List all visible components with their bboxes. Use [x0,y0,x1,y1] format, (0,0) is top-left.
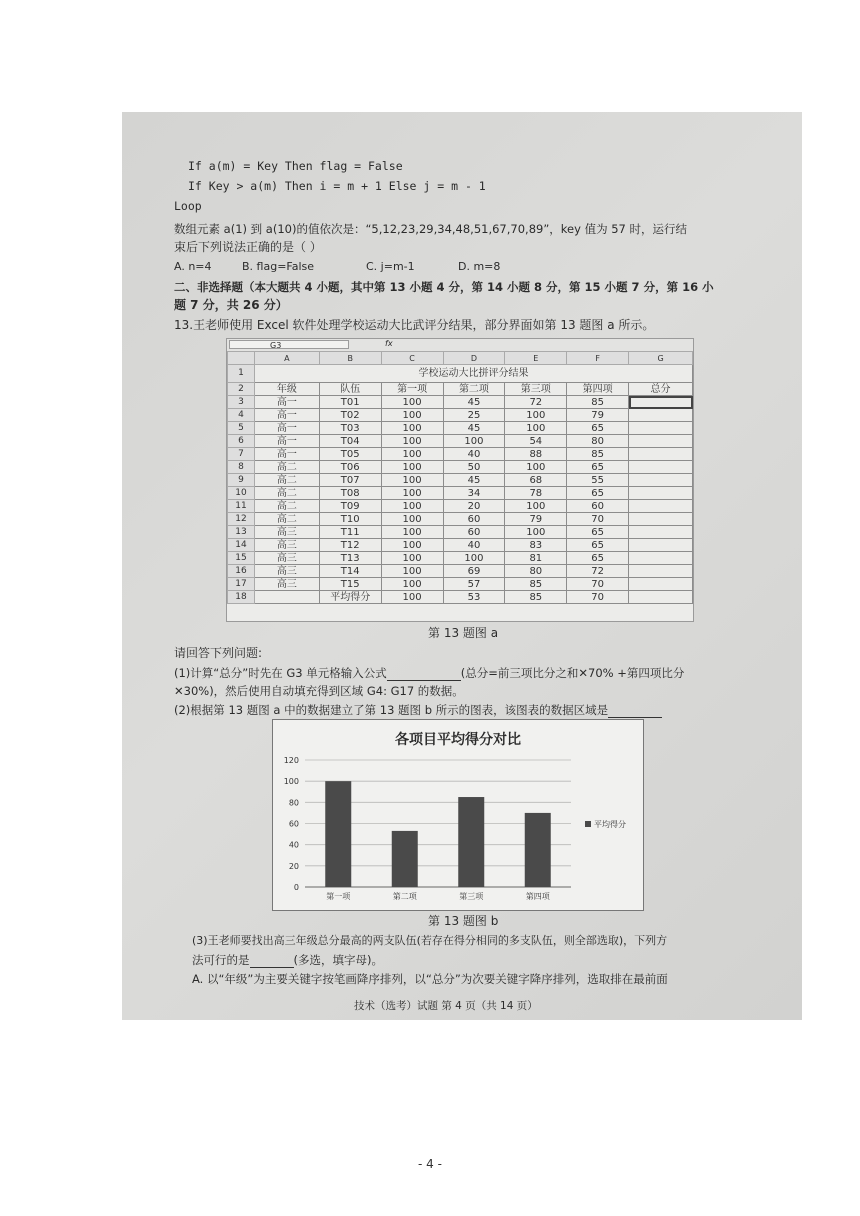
table-cell: T05 [319,448,381,461]
table-cell: T07 [319,474,381,487]
y-tick-label: 40 [288,840,299,850]
section-2-heading-1: 二、非选择题（本大题共 4 小题，其中第 13 小题 4 分，第 14 小题 8 分，第 15 小题 7 分，第 16 小 [174,280,714,294]
column-header: C [381,352,443,365]
table-cell: 65 [567,422,629,435]
table-cell: 高三 [254,578,319,591]
table-cell: 100 [381,435,443,448]
row-number: 2 [228,383,255,396]
row-number: 7 [228,448,255,461]
table-cell [629,500,693,513]
table-cell: 高一 [254,409,319,422]
table-cell: 60 [443,526,505,539]
table-cell: 高二 [254,487,319,500]
table-cell: T04 [319,435,381,448]
q12-option-d: D. m=8 [458,260,501,273]
row-number: 11 [228,500,255,513]
table-cell [629,539,693,552]
table-cell: T01 [319,396,381,409]
sheet-title: 学校运动大比拼评分结果 [254,365,692,383]
answer-blank-2[interactable] [608,705,662,718]
table-cell: 34 [443,487,505,500]
table-cell: 69 [443,565,505,578]
y-tick-label: 20 [288,861,299,871]
table-cell: 100 [505,409,567,422]
table-cell: T10 [319,513,381,526]
table-row [228,552,693,565]
table-cell: 60 [567,500,629,513]
q13-part-2-text: (2)根据第 13 题图 a 中的数据建立了第 13 题图 b 所示的图表，该图表的数据区域是 [174,703,609,717]
table-cell: 85 [567,448,629,461]
table-cell: 100 [381,500,443,513]
table-row [228,526,693,539]
table-cell: T06 [319,461,381,474]
table-cell [629,487,693,500]
y-tick-label: 120 [283,756,299,765]
table-row [228,487,693,500]
q13-part-1-text-a: (1)计算“总分”时先在 G3 单元格输入公式 [174,666,387,680]
table-cell: 70 [567,578,629,591]
table-row [228,422,693,435]
selected-cell-g3[interactable] [629,396,693,409]
x-tick-label: 第三项 [459,892,484,901]
table-cell: 100 [381,552,443,565]
code-line-2: If Key > a(m) Then i = m + 1 Else j = m - 1 [188,179,486,193]
table-row [228,578,693,591]
header-cell: 第三项 [505,383,567,396]
row-number: 18 [228,591,255,604]
column-header: A [254,352,319,365]
q12-stem-1: 数组元素 a(1) 到 a(10)的值依次是：“5,12,23,29,34,48,51,67,70,89”，key 值为 57 时，运行结 [174,222,688,236]
chart-figure [272,719,644,911]
table-cell [629,448,693,461]
bar-4 [525,813,551,887]
table-cell [629,565,693,578]
table-cell: 100 [381,474,443,487]
row-number: 8 [228,461,255,474]
answer-blank-3[interactable] [250,955,294,968]
q13-part-3-line-1: (3)王老师要找出高三年级总分最高的两支队伍(若存在得分相同的多支队伍，则全部选取)，下列方 [192,934,668,947]
q12-option-b: B. flag=False [242,260,315,273]
table-cell: 100 [381,409,443,422]
row-number: 3 [228,396,255,409]
table-cell: 85 [505,591,567,604]
row-number: 12 [228,513,255,526]
table-cell: 100 [381,565,443,578]
row-number: 5 [228,422,255,435]
table-cell: 平均得分 [319,591,381,604]
y-tick-label: 100 [283,777,299,787]
x-tick-label: 第四项 [525,892,550,901]
table-cell [629,526,693,539]
column-header [228,352,255,365]
x-tick-label: 第一项 [326,892,351,901]
table-cell: T03 [319,422,381,435]
table-cell: 65 [567,552,629,565]
table-cell: 100 [381,448,443,461]
table-cell: 60 [443,513,505,526]
table-cell: 80 [567,435,629,448]
table-cell: 高一 [254,422,319,435]
table-row [228,435,693,448]
table-cell: 53 [443,591,505,604]
table-cell: 72 [505,396,567,409]
table-cell [629,474,693,487]
row-number: 6 [228,435,255,448]
table-cell: 高一 [254,396,319,409]
spreadsheet-grid [227,351,693,604]
table-cell: 68 [505,474,567,487]
column-header: F [567,352,629,365]
q13-part-2-line [174,702,662,718]
table-cell [254,591,319,604]
table-cell: 65 [567,487,629,500]
table-cell: 100 [505,461,567,474]
table-cell: T11 [319,526,381,539]
table-cell: 65 [567,461,629,474]
header-cell: 总分 [629,383,693,396]
header-cell: 年级 [254,383,319,396]
table-cell: 40 [443,539,505,552]
table-cell: 100 [381,461,443,474]
table-cell: 25 [443,409,505,422]
q13-part-3-option-a: A. 以“年级”为主要关键字按笔画降序排列，以“总分”为次要关键字降序排列，选取排在最前面 [192,972,668,986]
table-cell: 70 [567,513,629,526]
figure-caption-b: 第 13 题图 b [428,914,499,928]
table-cell: 81 [505,552,567,565]
table-cell [629,435,693,448]
name-box: G3 [229,340,349,349]
table-cell: 100 [505,526,567,539]
row-number: 17 [228,578,255,591]
exam-page-photo [122,112,802,1020]
table-cell: 45 [443,422,505,435]
q13-part-1-text-b: (总分=前三项比分之和✕70% +第四项比分 [460,666,685,680]
table-row [228,409,693,422]
table-cell: 高三 [254,552,319,565]
q12-option-c: C. j=m-1 [366,260,415,273]
row-number: 9 [228,474,255,487]
row-number: 13 [228,526,255,539]
table-cell [629,578,693,591]
bar-3 [458,797,484,887]
table-cell: T08 [319,487,381,500]
bar-2 [392,831,418,887]
table-row [228,591,693,604]
column-header: D [443,352,505,365]
row-number: 10 [228,487,255,500]
table-row [228,365,693,383]
section-2-heading-2: 题 7 分，共 26 分） [174,298,288,312]
column-header: G [629,352,693,365]
table-cell: 50 [443,461,505,474]
table-row [228,513,693,526]
column-header-row [228,352,693,365]
table-cell [629,591,693,604]
code-line-3: Loop [174,199,202,213]
row-number: 15 [228,552,255,565]
fx-icon: fx [385,339,393,348]
y-tick-label: 60 [288,819,299,829]
row-number: 16 [228,565,255,578]
table-cell: 高二 [254,500,319,513]
table-cell [629,461,693,474]
table-cell: 100 [443,435,505,448]
table-cell: 100 [381,422,443,435]
table-cell [629,552,693,565]
table-cell: 高三 [254,526,319,539]
exam-footer: 技术（选考）试题 第 4 页（共 14 页） [354,1000,538,1012]
table-row [228,474,693,487]
table-cell: 85 [567,396,629,409]
table-cell: 88 [505,448,567,461]
table-cell: 100 [381,578,443,591]
table-cell: 20 [443,500,505,513]
table-cell: T15 [319,578,381,591]
table-cell: 57 [443,578,505,591]
table-cell: 65 [567,539,629,552]
figure-caption-a: 第 13 题图 a [428,626,499,640]
table-cell: 45 [443,474,505,487]
table-cell: 100 [505,422,567,435]
table-cell: 100 [505,500,567,513]
table-cell: 100 [381,539,443,552]
header-cell: 第一项 [381,383,443,396]
table-cell: 54 [505,435,567,448]
column-header: E [505,352,567,365]
table-cell: 100 [381,526,443,539]
table-cell: 79 [505,513,567,526]
y-tick-label: 0 [293,883,299,892]
table-cell: 100 [443,552,505,565]
table-row [228,448,693,461]
page-number: - 4 - [418,1157,442,1171]
table-cell: 70 [567,591,629,604]
chart-title: 各项目平均得分对比 [395,732,521,748]
table-cell [629,422,693,435]
table-cell [629,409,693,422]
spreadsheet-figure [226,338,694,622]
row-number: 4 [228,409,255,422]
table-cell: 85 [505,578,567,591]
table-row [228,565,693,578]
table-cell: 高二 [254,474,319,487]
bar-1 [325,781,351,887]
row-number: 1 [228,365,255,383]
q13-part-3-line-2 [192,952,383,968]
q13-part-1-line-2: ✕30%)，然后使用自动填充得到区域 G4: G17 的数据。 [174,684,464,698]
table-cell: 79 [567,409,629,422]
q13-ask: 请回答下列问题: [174,646,263,660]
table-cell: 高三 [254,565,319,578]
x-tick-label: 第二项 [392,892,417,901]
table-cell: 65 [567,526,629,539]
table-cell: 78 [505,487,567,500]
table-cell: 40 [443,448,505,461]
answer-blank-1[interactable] [387,668,461,681]
table-cell: T02 [319,409,381,422]
q12-option-a: A. n=4 [174,260,212,273]
header-cell: 队伍 [319,383,381,396]
table-cell: 72 [567,565,629,578]
table-row [228,396,693,409]
table-cell: 45 [443,396,505,409]
table-cell: 高二 [254,513,319,526]
table-cell: 100 [381,487,443,500]
header-cell: 第二项 [443,383,505,396]
legend-swatch [585,821,591,827]
table-row [228,539,693,552]
table-cell [629,513,693,526]
table-cell: T09 [319,500,381,513]
table-row [228,461,693,474]
q13-part-3-text-a: 法可行的是 [192,953,250,967]
q12-stem-2: 束后下列说法正确的是（ ） [174,240,322,254]
table-cell: 高一 [254,435,319,448]
q13-part-1-line-1 [174,665,684,681]
table-cell: 55 [567,474,629,487]
q13-intro: 13.王老师使用 Excel 软件处理学校运动大比武评分结果，部分界面如第 13 题图 a 所示。 [174,318,655,332]
table-row [228,500,693,513]
legend-label: 平均得分 [594,820,626,829]
q13-part-3-text-b: (多选，填字母)。 [293,953,383,967]
table-cell: 100 [381,513,443,526]
y-tick-label: 80 [288,798,299,808]
row-number: 14 [228,539,255,552]
header-cell: 第四项 [567,383,629,396]
table-cell: T12 [319,539,381,552]
table-cell: 高一 [254,448,319,461]
bar-chart [273,720,643,910]
table-cell: 高二 [254,461,319,474]
table-cell: 80 [505,565,567,578]
table-cell: 83 [505,539,567,552]
table-cell: 100 [381,396,443,409]
table-cell: 100 [381,591,443,604]
table-cell: 高三 [254,539,319,552]
code-line-1: If a(m) = Key Then flag = False [188,159,403,173]
table-cell: T13 [319,552,381,565]
table-cell: T14 [319,565,381,578]
table-row [228,383,693,396]
column-header: B [319,352,381,365]
